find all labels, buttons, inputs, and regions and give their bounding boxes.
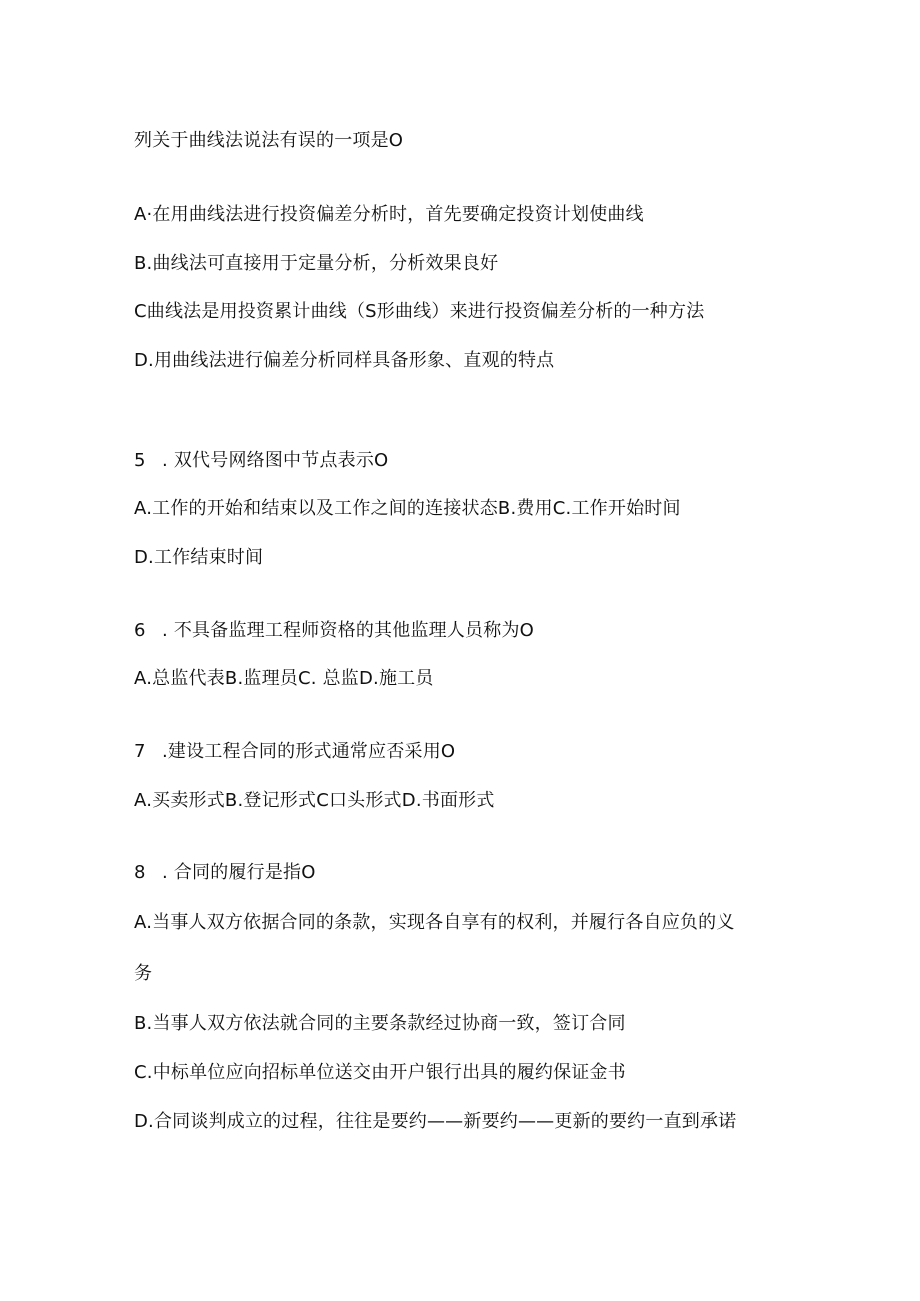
question-8-stem — [134, 861, 794, 885]
question-7-text: .建设工程合同的形式通常应否采用O — [162, 741, 456, 762]
question-6-options: A.总监代表B.监理员C. 总监D.施工员 — [134, 668, 434, 689]
question-4-stem: 列关于曲线法说法有误的一项是O — [134, 130, 404, 151]
question-4-option-a: A·在用曲线法进行投资偏差分析时，首先要确定投资计划使曲线 — [134, 204, 644, 225]
question-8-option-d: D.合同谈判成立的过程，往往是要约——新要约——更新的要约一直到承诺 — [134, 1111, 737, 1132]
question-6-number: 6 — [134, 620, 146, 641]
question-8-option-c: C.中标单位应向招标单位送交由开户银行出具的履约保证金书 — [134, 1062, 626, 1083]
question-8-text: . 合同的履行是指O — [162, 862, 316, 883]
question-4-option-c: C曲线法是用投资累计曲线（S形曲线）来进行投资偏差分析的一种方法 — [134, 301, 705, 322]
question-5-text: . 双代号网络图中节点表示O — [162, 450, 389, 471]
question-7-options: A.买卖形式B.登记形式C口头形式D.书面形式 — [134, 790, 495, 811]
question-7-number: 7 — [134, 741, 146, 762]
question-4-option-d: D.用曲线法进行偏差分析同样具备形象、直观的特点 — [134, 350, 555, 371]
question-5-number: 5 — [134, 450, 146, 471]
question-8-option-a-line-1: A.当事人双方依据合同的条款，实现各自享有的权利，并履行各自应负的义 — [134, 912, 735, 933]
question-7-stem — [134, 740, 794, 764]
question-5-options-line-2: D.工作结束时间 — [134, 547, 264, 568]
question-5-stem — [134, 449, 794, 473]
question-6-stem — [134, 619, 794, 643]
question-8-option-b: B.当事人双方依法就合同的主要条款经过协商一致，签订合同 — [134, 1013, 626, 1034]
question-4-option-b: B.曲线法可直接用于定量分析，分析效果良好 — [134, 253, 499, 274]
question-8-number: 8 — [134, 862, 146, 883]
question-6-text: . 不具备监理工程师资格的其他监理人员称为O — [162, 620, 535, 641]
question-8-option-a-line-2: 务 — [134, 963, 153, 984]
question-5-options-line-1: A.工作的开始和结束以及工作之间的连接状态B.费用C.工作开始时间 — [134, 498, 681, 519]
